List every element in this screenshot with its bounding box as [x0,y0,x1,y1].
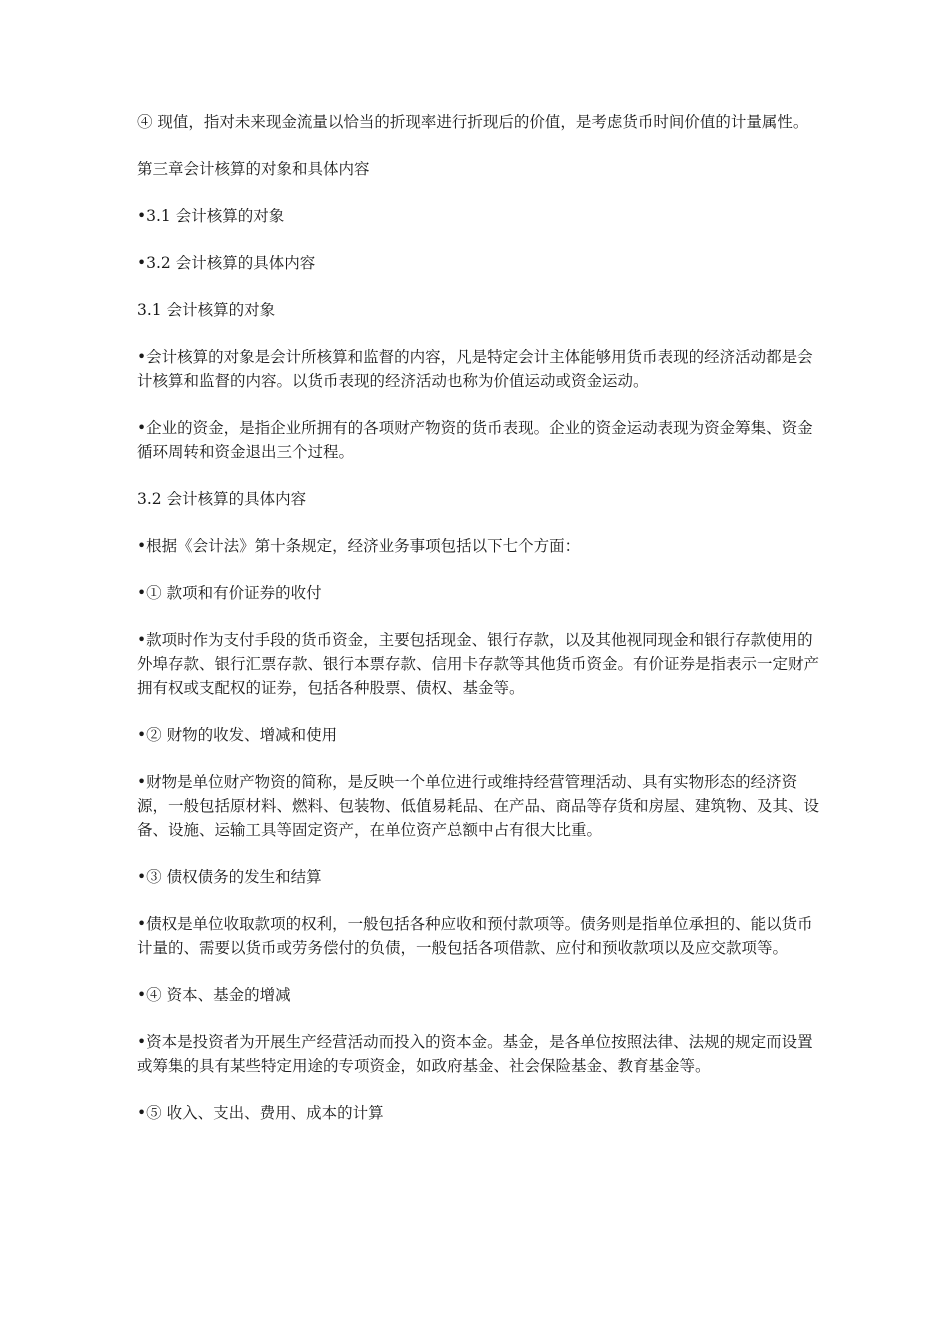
paragraph-accounting-object: •会计核算的对象是会计所核算和监督的内容，凡是特定会计主体能够用货币表现的经济活动都是会计核算和监督的内容。以货币表现的经济活动也称为价值运动或资金运动。 [137,348,813,390]
paragraph-funds-securities: •款项时作为支付手段的货币资金，主要包括现金、银行存款，以及其他视同现金和银行存款使用的外埠存款、银行汇票存款、银行本票存款、信用卡存款等其他货币资金。有价证券是指表示一定财产拥有权或支配权的证券，包括各种股票、债权、基金等。 [137,631,820,697]
paragraph-enterprise-funds: •企业的资金，是指企业所拥有的各项财产物资的货币表现。企业的资金运动表现为资金筹集、资金循环周转和资金退出三个过程。 [137,419,813,461]
chapter-heading: 第三章会计核算的对象和具体内容 [137,160,370,178]
paragraph-capital-funds: •资本是投资者为开展生产经营活动而投入的资本金。基金，是各单位按照法律、法规的规定而设置或筹集的具有某些特定用途的专项资金，如政府基金、社会保险基金、教育基金等。 [137,1033,813,1075]
item-heading-3: •③ 债权债务的发生和结算 [137,868,322,886]
paragraph-present-value: ④ 现值，指对未来现金流量以恰当的折现率进行折现后的价值，是考虑货币时间价值的计量属性。 [137,113,809,131]
section-heading-3-1: 3.1 会计核算的对象 [137,301,276,319]
paragraph-claims-debts: •债权是单位收取款项的权利，一般包括各种应收和预付款项等。债务则是指单位承担的、能以货币计量的、需要以货币或劳务偿付的负债，一般包括各项借款、应付和预收款项以及应交款项等。 [137,915,813,957]
item-heading-4: •④ 资本、基金的增减 [137,986,291,1004]
paragraph-property: •财物是单位财产物资的简称，是反映一个单位进行或维持经营管理活动、具有实物形态的经济资源，一般包括原材料、燃料、包装物、低值易耗品、在产品、商品等存货和房屋、建筑物、及其、设备、设施、运输工具等固定资产，在单位资产总额中占有很大比重。 [137,773,820,839]
item-heading-2: •② 财物的收发、增减和使用 [137,726,338,744]
toc-item-3-1: •3.1 会计核算的对象 [137,207,285,225]
item-heading-1: •① 款项和有价证券的收付 [137,584,322,602]
section-heading-3-2: 3.2 会计核算的具体内容 [137,490,307,508]
paragraph-accounting-law: •根据《会计法》第十条规定，经济业务事项包括以下七个方面： [137,537,581,555]
item-heading-5: •⑤ 收入、支出、费用、成本的计算 [137,1104,384,1122]
toc-item-3-2: •3.2 会计核算的具体内容 [137,254,316,272]
document-body [137,110,827,1148]
